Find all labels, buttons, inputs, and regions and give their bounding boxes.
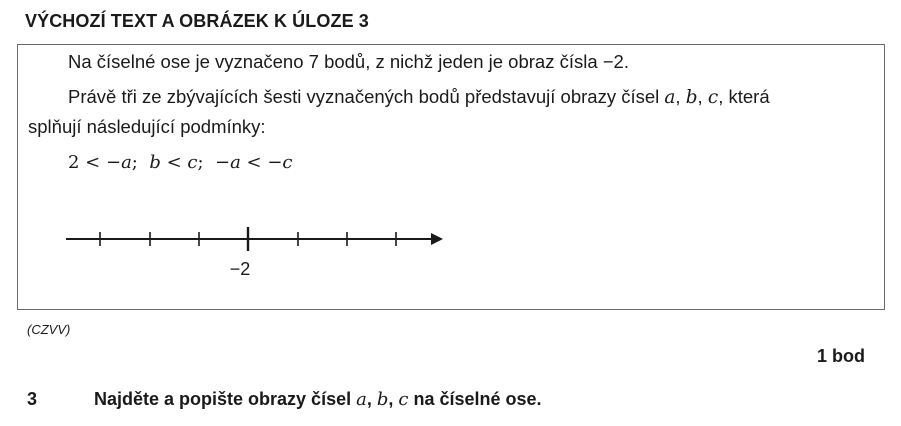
var-a: a [664, 87, 676, 108]
source-text-box [17, 44, 885, 310]
task-number: 3 [27, 389, 38, 409]
source-note: (CZVV) [27, 322, 71, 337]
task-text: Najděte a popište obrazy čísel a, b, c na číselné ose. [94, 389, 542, 410]
condition-intro-line-cont: splňují následující podmínky: [28, 116, 266, 137]
conditions-formula: 2 < −a; b < c; −a < −c [68, 152, 293, 173]
condition-intro-line: Právě tři ze zbývajících šesti vyznačených bodů představují obrazy čísel a, b, c, která [68, 86, 770, 108]
task-var-b: b [376, 389, 389, 410]
points-label: 1 bod [817, 346, 865, 366]
task-var-a: a [356, 389, 367, 410]
var-c: c [707, 87, 719, 108]
number-line [63, 217, 463, 279]
var-b: b [685, 87, 698, 108]
intro-line: Na číselné ose je vyznačeno 7 bodů, z nichž jeden je obraz čísla −2. [68, 51, 629, 72]
axis-arrow [431, 233, 443, 245]
section-heading: VÝCHOZÍ TEXT A OBRÁZEK K ÚLOZE 3 [25, 11, 369, 31]
task-var-c: c [398, 389, 409, 410]
axis-label-minus-two: −2 [229, 259, 251, 279]
